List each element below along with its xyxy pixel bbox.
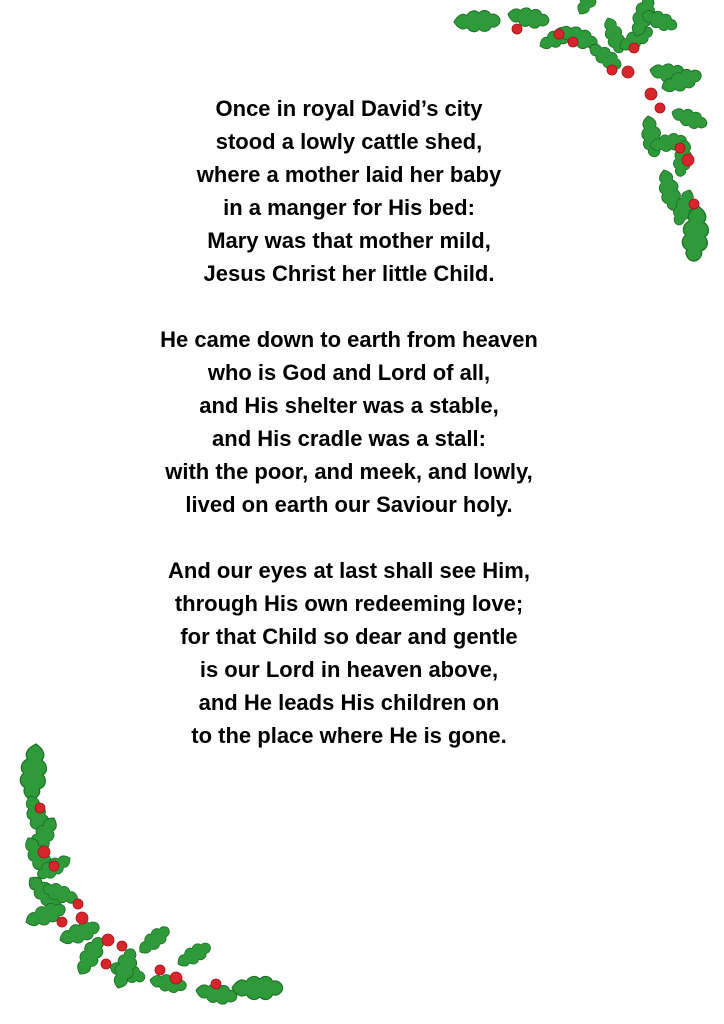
holly-corner-bottom-left-icon	[0, 738, 290, 1024]
verse-line: in a manger for His bed:	[223, 195, 475, 220]
verse-line: through His own redeeming love;	[174, 591, 524, 616]
verse-line: with the poor, and meek, and lowly,	[165, 459, 533, 484]
verse-line: He came down to earth from heaven	[160, 327, 538, 352]
verse-line: stood a lowly cattle shed,	[215, 129, 483, 154]
hymn-text	[0, 92, 698, 785]
verse-2	[0, 323, 698, 521]
verse-line: Once in royal David’s city	[215, 96, 483, 121]
verse-1	[0, 92, 698, 290]
verse-line: and His shelter was a stable,	[199, 393, 499, 418]
verse-line: Jesus Christ her little Child.	[203, 261, 495, 286]
verse-line: and He leads His children on	[198, 690, 500, 715]
verse-line: where a mother laid her baby	[196, 162, 502, 187]
verse-line: Mary was that mother mild,	[207, 228, 491, 253]
verse-line: who is God and Lord of all,	[207, 360, 491, 385]
verse-line: for that Child so dear and gentle	[180, 624, 518, 649]
verse-line: is our Lord in heaven above,	[199, 657, 499, 682]
verse-line: And our eyes at last shall see Him,	[168, 558, 530, 583]
verse-3	[0, 554, 698, 752]
verse-line: lived on earth our Saviour holy.	[185, 492, 513, 517]
verse-line: to the place where He is gone.	[191, 723, 507, 748]
verse-line: and His cradle was a stall:	[212, 426, 486, 451]
